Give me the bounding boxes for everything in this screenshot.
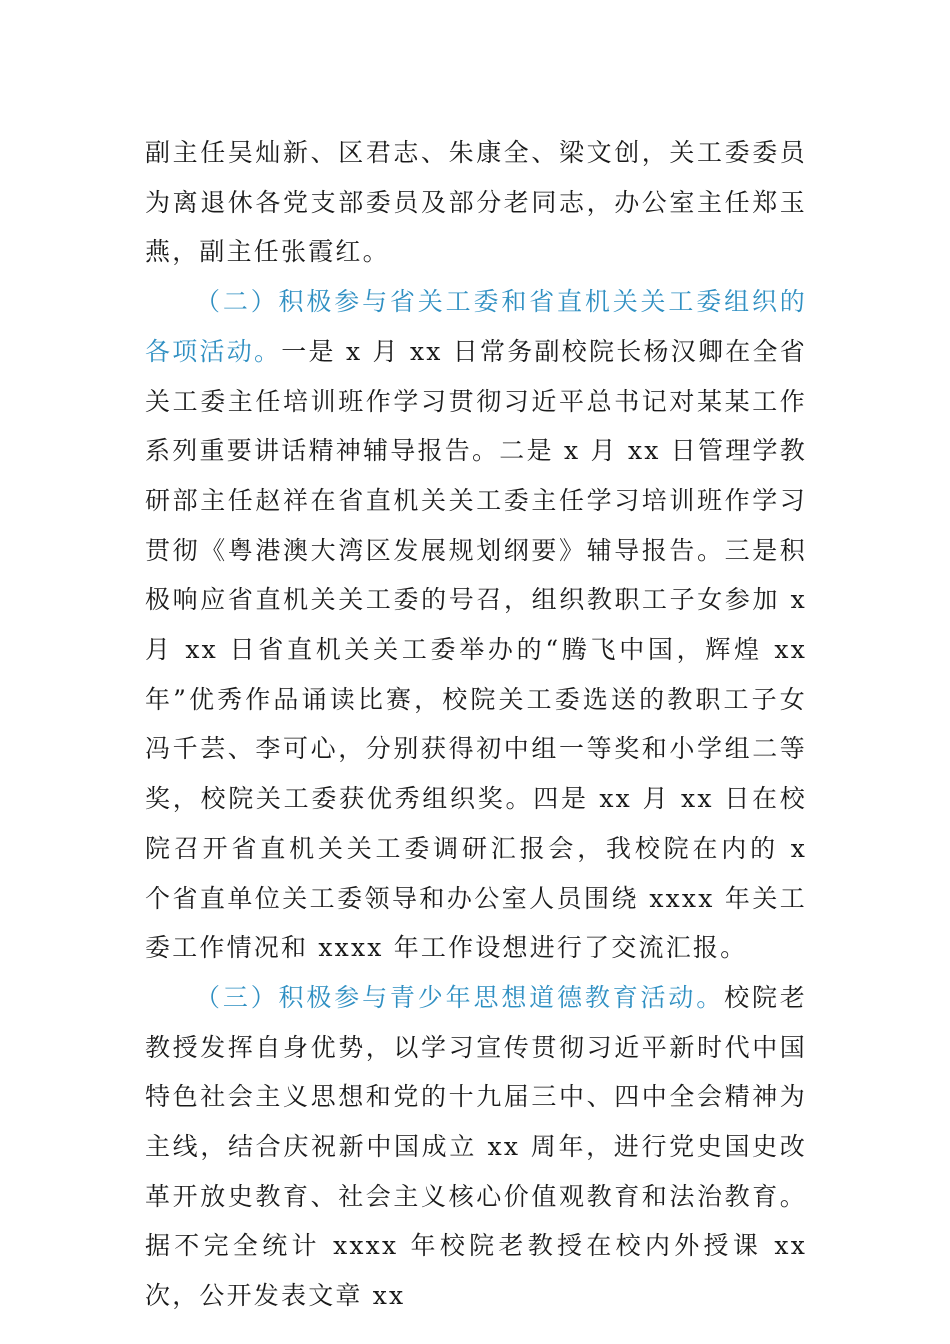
paragraph-1 [145,128,807,277]
paragraph-1-body: 副主任吴灿新、区君志、朱康全、梁文创，关工委委员为离退休各党支部委员及部分老同志，办公室主任郑玉燕，副主任张霞红。 [145,138,807,267]
paragraph-3-body: 校院老教授发挥自身优势，以学习宣传贯彻习近平新时代中国特色社会主义思想和党的十九届三中、四中全会精神为主线，结合庆祝新中国成立 xx 周年，进行党史国史改革开放史教育、社会主义核心价值观教育和法治教育。据不完全统计 xxxx 年校院老教授在校内外授课 xx 次，公开发表文章 xx [145,982,807,1311]
paragraph-2-body: 一是 x 月 xx 日常务副校院长杨汉卿在全省关工委主任培训班作学习贯彻习近平总书记对某某工作系列重要讲话精神辅导报告。二是 x 月 xx 日管理学教研部主任赵祥在省直机关关工委主任学习培训班作学习贯彻《粤港澳大湾区发展规划纲要》辅导报告。三是积极响应省直机关关工委的号召，组织教职工子女参加 x 月 xx 日省直机关关工委举办的“腾飞中国，辉煌 xx 年”优秀作品诵读比赛，校院关工委选送的教职工子女冯千芸、李可心，分别获得初中组一等奖和小学组二等奖，校院关工委获优秀组织奖。四是 xx 月 xx 日在校院召开省直机关关工委调研汇报会，我校院在内的 x 个省直单位关工委领导和办公室人员围绕 xxxx 年关工委工作情况和 xxxx 年工作设想进行了交流汇报。 [145,336,807,963]
paragraph-3 [145,973,807,1321]
paragraph-3-heading: （三）积极参与青少年思想道德教育活动。 [195,982,725,1012]
paragraph-2 [145,277,807,973]
document-body [145,128,807,1321]
paragraph-2-heading: （二）积极参与省关工委和省直机关关工委组织的各项活动。 [145,287,807,366]
